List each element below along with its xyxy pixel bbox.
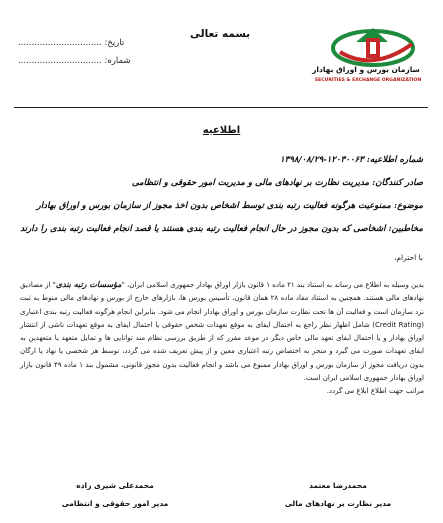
- number-field: [18, 56, 131, 66]
- signer-name-left: محمدعلی شیری زاده: [76, 481, 154, 490]
- signature-left: [45, 481, 185, 517]
- addressee-line: مخاطبین: اشخاصی که بدون مجوز در حال انجام فعالیت رتبه بندی هستند یا قصد انجام فعالیت رتبه بندی را دارند: [20, 224, 423, 234]
- org-name-en: SECURITIES & EXCHANGE ORGANIZATION: [314, 78, 422, 83]
- signature-right: [268, 481, 408, 517]
- body-main: " از مصادیق نهادهای مالی هستند. همچنین به استناد مفاد ماده ۲۸ همان قانون، تأسیس بورس ها، بازارهای خارج از بورس و نهادهای مالی منوط به ثبت نزد سازمان است و فعالیت آن ها تحت نظارت سازمان بورس و اوراق بهادار انجام می شود. بنابراین انجام هرگونه فعالیت رتبه بندی اعتباری (Credit Rating) شامل اظهار نظر راجع به احتمال ایفای به موقع تعهدات شخص حقوقی یا احتمال ایفای به موقع تعهدات ناشی از انتشار اوراق بهادار و یا احتمال ایفای تعهد مالی خاص دیگر در موعد مقرر که از طریق بررسی نظام مند توانایی ها و تمایل متعهد یا متعهدین به ایفای تعهدات صورت می گیرد و منجر به اختصاص رتبه اعتباری معین و از پیش تعریف شده می گردد، توسط هر شخصی یا نهاد یا ارگان بدون دریافت مجوز از سازمان بورس و اوراق بهادار ممنوع می باشد و انجام فعالیت بدون مجوز قانونی، مشمول بند ۱ ماده ۴۹ قانون بازار اوراق بهادار جمهوری اسلامی ایران است.: [20, 281, 425, 383]
- header-divider: [14, 107, 428, 108]
- number-label: شماره:: [104, 56, 131, 66]
- signer-title-right: مدیر نظارت بر نهادهای مالی: [284, 499, 392, 508]
- number-dots: ...............................: [18, 56, 102, 66]
- date-label: تاریخ:: [104, 38, 125, 48]
- notice-number: شماره اطلاعیه: ۱۲۰۳۰۰۶۳-۱۳۹۸/۰۸/۲۹: [279, 155, 423, 165]
- seo-logo-icon: [318, 22, 426, 106]
- issuer-line: صادر کنندگان: مدیریت نظارت بر نهادهای مالی و مدیریت امور حقوقی و انتظامی: [131, 178, 423, 188]
- greeting: با احترام،: [393, 253, 423, 262]
- body-intro: بدین وسیله به اطلاع می رساند به استناد بند ۲۱ ماده ۱ قانون بازار اوراق بهادار جمهوری اسلامی ایران، ": [121, 281, 424, 289]
- signer-name-right: محمدرضا معتمد: [309, 481, 367, 490]
- date-field: [18, 38, 124, 48]
- body-closing: مراتب جهت اطلاع ابلاغ می گردد.: [326, 387, 424, 396]
- notice-body: [20, 278, 424, 399]
- notice-title: اطلاعیه: [202, 125, 241, 136]
- date-dots: ...............................: [18, 38, 102, 48]
- body-highlight: مؤسسات رتبه بندی: [55, 279, 122, 289]
- subject-line: موضوع: ممنوعیت هرگونه فعالیت رتبه بندی توسط اشخاص بدون اخذ مجوز از سازمان بورس و اوراق بهادار: [36, 201, 423, 211]
- signer-title-left: مدیر امور حقوقی و انتظامی: [61, 499, 169, 508]
- org-name: سازمان بورس و اوراق بهادار: [312, 65, 420, 74]
- bismillah-heading: بسمه تعالی: [190, 28, 251, 40]
